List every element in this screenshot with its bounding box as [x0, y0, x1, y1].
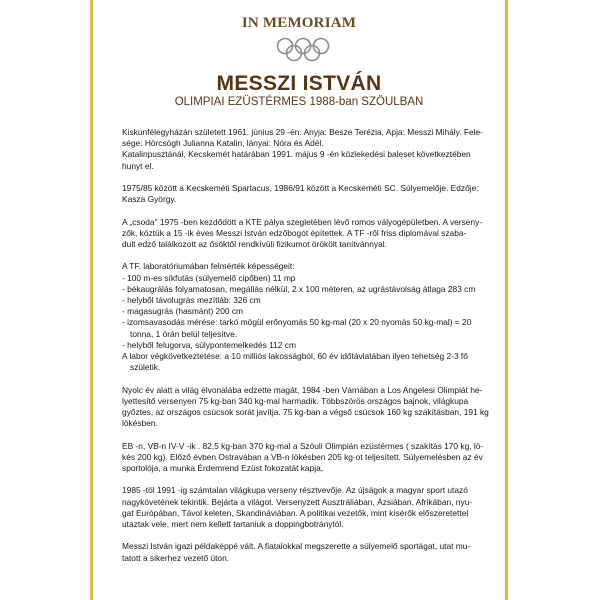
paragraph — [122, 541, 500, 563]
text-line: A TF. laboratóriumában felmérték képességeit: — [122, 261, 295, 272]
text-line: A „csoda" 1975 -ben kezdődött a KTE pálya szegletében lévő romos vályogépületben. A verseny- — [122, 216, 483, 227]
paragraph — [122, 183, 500, 205]
text-line: Nyolc év alatt a világ élvonalába edzette magát, 1984 -ben Várnában a Los Angelesi Olimpiát he- — [122, 384, 483, 395]
text-line: - helyből távolugrás mezítláb: 326 cm — [122, 295, 261, 305]
athlete-subtitle: OLIMPIAI EZÜSTÉRMES 1988-ban SZÖULBAN — [174, 96, 424, 108]
text-line: - békaugrálás folyamatosan, megállás nélkül, 2 x 100 méteren, az ugrástávolság átlaga 283 cm — [122, 283, 476, 294]
text-line: Kasza György. — [122, 194, 177, 205]
olympic-rings-icon — [275, 36, 331, 64]
text-line: Kiskunfélegyházán született 1961. június 29 -én. Anyja: Besze Terézia, Apja: Messzi Mihály. Fele- — [122, 127, 483, 137]
text-line: 1985 -töl 1991 -ig számtalan világkupa verseny résztvevője. Az újságok a magyar sport utazó — [122, 485, 468, 496]
text-line: - 100 m-es síkfutás (súlyemelő cipőben) 11 mp — [122, 272, 296, 283]
biography-text — [122, 127, 500, 575]
paragraph — [122, 261, 500, 373]
text-line: Messzi István igazi példaképpé vált. A fiatalokkal megszerette a súlyemelő sportágat, utat mu- — [122, 541, 471, 552]
text-line: - izomsavasodás mérése: tarkó mögül erőnyomás 50 kg-mal (20 x 20 nyomás 50 kg-mal) = 20 — [122, 317, 472, 328]
athlete-name: MESSZI ISTVÁN — [216, 72, 382, 95]
in-memoriam-heading: IN MEMORIAM — [241, 15, 357, 31]
text-line: A labor végkövetkeztetése: a 10 milliós lakosságból, 60 év időtávlatában ilyen tehetség 2-3 fő — [122, 351, 468, 362]
text-line: győztes, az országos csúcsok sorát javítja. 75 kg-ban a végső csúcsok 160 kg szakításban, 191 kg — [122, 407, 489, 418]
text-line: - helyből felugorva, súlypontemelkedés 112 cm — [122, 339, 296, 350]
text-line: tonna, 1 órán belül teljesítve. — [130, 328, 238, 339]
text-line: Katalinpusztánál, Kecskemét határában 1991. május 9 -én közlekedési baleset következtében — [122, 149, 471, 160]
paragraph — [122, 441, 500, 475]
text-line: hunyt el. — [122, 160, 154, 171]
text-line: születik. — [130, 362, 161, 373]
text-line: gat Európában, Távol keleten, Skandináviában. A politikai vezetők, mint kísérők előszeretettel — [122, 507, 469, 518]
paragraph — [122, 485, 500, 530]
paragraph — [122, 217, 500, 251]
text-line: utaztak vele, mert nem kellett tartaniuk a doppingbotránytól. — [122, 519, 344, 530]
text-line: zők, köztük a 15 -ik éves Messzi István edzőbogót építettek. A TF -ről friss diplomával szaba- — [122, 227, 467, 238]
text-line: kés 200 kg). Előző évben Ostravában a VB-n lökésben 205 kg-ot teljesített. Súlyemelésben az év — [122, 451, 483, 462]
text-line: 1975/85 között a Kecskeméti Spartacus, 1986/91 között a Kecskeméti SC. Súlyemelője. Edzője: — [122, 183, 479, 193]
paragraph — [122, 385, 500, 430]
text-line: tatott a sikerhez vezető úton. — [122, 552, 230, 563]
text-line: sportolója, a munka Érdemrend Ezüst fokozatát kapja, — [122, 463, 324, 474]
text-line: - magasugrás (hasmánt) 200 cm — [122, 306, 244, 317]
text-line: lyettesítő versenyen 75 kg-ban 340 kg-mal harmadik. Többszörös országos bajnok, világkupa — [122, 395, 469, 406]
text-line: EB -n, VB-n IV-V -ik . 82,5 kg-ban 370 kg-mal a Szöuli Olimpián ezüstérmes ( szakítás 170 kg, lö- — [122, 440, 484, 451]
text-line: nagykövetének tekintik. Bejárta a világot. Versenyzett Ausztráliában, Ázsiában, Afrikában, nyu- — [122, 496, 473, 507]
paragraph — [122, 127, 500, 172]
text-line: sége: Hörcsögh Julianna Katalin, lányai: Nóra és Adél. — [122, 138, 324, 149]
text-line: dult edző találkozott az ősöktől rendkívüli fizikumot örökölt tanítvánnyal. — [122, 239, 387, 249]
text-line: lökésben. — [122, 418, 158, 429]
